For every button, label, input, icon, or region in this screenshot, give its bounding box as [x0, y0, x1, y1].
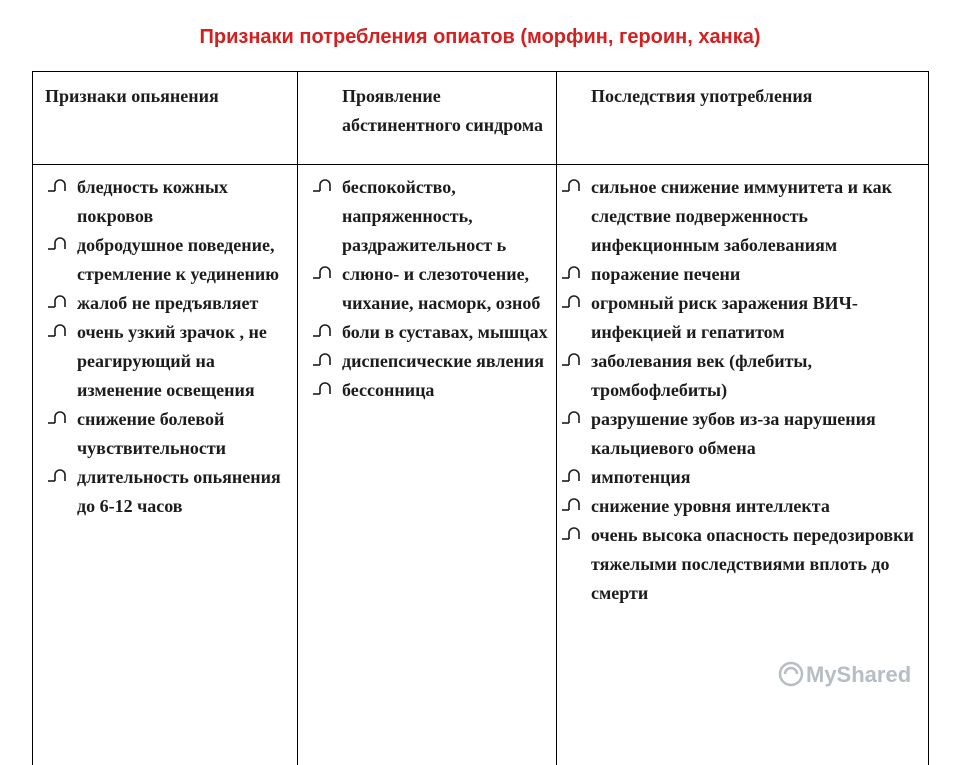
list-item: [298, 376, 556, 405]
list-item-text: диспепсические явления: [342, 351, 544, 371]
list-item: [33, 173, 297, 231]
list-item-text: сильное снижение иммунитета и как следствие подверженность инфекционным заболеваниям: [591, 177, 892, 255]
list-item-text: добродушное поведение, стремление к уединению: [77, 235, 279, 284]
pin-bullet-icon: [561, 521, 587, 550]
list-item: [33, 463, 297, 521]
pin-bullet-icon: [561, 289, 587, 318]
list-item-text: разрушение зубов из-за нарушения кальциевого обмена: [591, 409, 876, 458]
pin-bullet-icon: [561, 492, 587, 521]
list-item: [33, 318, 297, 405]
table-header-row: [33, 72, 929, 165]
column-intoxication-cell: [33, 165, 298, 765]
list-item-text: огромный риск заражения ВИЧ-инфекцией и гепатитом: [591, 293, 858, 342]
column-header-consequences: [557, 72, 929, 165]
pin-bullet-icon: [47, 289, 73, 318]
pin-bullet-icon: [312, 318, 338, 347]
pin-bullet-icon: [312, 173, 338, 202]
pin-bullet-icon: [561, 173, 587, 202]
list-item-text: очень высока опасность передозировки тяжелыми последствиями вплоть до смерти: [591, 525, 914, 603]
list-item: [33, 405, 297, 463]
list-item-text: заболевания век (флебиты, тромбофлебиты): [591, 351, 812, 400]
list-item-text: жалоб не предъявляет: [77, 293, 258, 313]
list-item-text: снижение уровня интеллекта: [591, 496, 830, 516]
pin-bullet-icon: [561, 463, 587, 492]
pin-bullet-icon: [47, 463, 73, 492]
list-item: [557, 289, 928, 347]
column-header-label: Признаки опьянения: [33, 72, 297, 111]
pin-bullet-icon: [47, 173, 73, 202]
list-item-text: боли в суставах, мышцах: [342, 322, 548, 342]
table-body-row: [33, 165, 929, 765]
list-item: [557, 405, 928, 463]
column-withdrawal-cell: [298, 165, 557, 765]
list-item: [298, 173, 556, 260]
pin-bullet-icon: [47, 231, 73, 260]
pin-bullet-icon: [47, 405, 73, 434]
list-item: [298, 347, 556, 376]
column-header-withdrawal: [298, 72, 557, 165]
page-title: Признаки потребления опиатов (морфин, героин, ханка): [0, 26, 960, 49]
list-item: [557, 463, 928, 492]
opiates-table: [32, 71, 929, 765]
list-item: [557, 173, 928, 260]
pin-bullet-icon: [561, 347, 587, 376]
consequences-list: [557, 165, 928, 608]
pin-bullet-icon: [561, 260, 587, 289]
list-item-text: бессонница: [342, 380, 434, 400]
pin-bullet-icon: [561, 405, 587, 434]
withdrawal-list: [298, 165, 556, 405]
list-item-text: длительность опьянения до 6-12 часов: [77, 467, 281, 516]
column-header-intoxication: [33, 72, 298, 165]
list-item-text: импотенция: [591, 467, 690, 487]
list-item: [557, 521, 928, 608]
pin-bullet-icon: [312, 376, 338, 405]
list-item-text: бледность кожных покровов: [77, 177, 228, 226]
pin-bullet-icon: [312, 347, 338, 376]
list-item: [557, 260, 928, 289]
watermark-text: MyShared: [806, 662, 911, 687]
list-item: [298, 260, 556, 318]
intoxication-list: [33, 165, 297, 521]
list-item: [33, 231, 297, 289]
list-item: [298, 318, 556, 347]
list-item: [557, 347, 928, 405]
column-consequences-cell: [557, 165, 929, 765]
pin-bullet-icon: [312, 260, 338, 289]
column-header-label: Проявление абстинентного синдрома: [298, 72, 556, 140]
list-item-text: беспокойство, напряженность, раздражительност ь: [342, 177, 506, 255]
column-header-label: Последствия употребления: [557, 72, 928, 111]
list-item: [557, 492, 928, 521]
list-item-text: снижение болевой чувствительности: [77, 409, 226, 458]
list-item-text: очень узкий зрачок , не реагирующий на изменение освещения: [77, 322, 267, 400]
pin-bullet-icon: [47, 318, 73, 347]
list-item: [33, 289, 297, 318]
list-item-text: поражение печени: [591, 264, 740, 284]
list-item-text: слюно- и слезоточение, чихание, насморк, озноб: [342, 264, 540, 313]
